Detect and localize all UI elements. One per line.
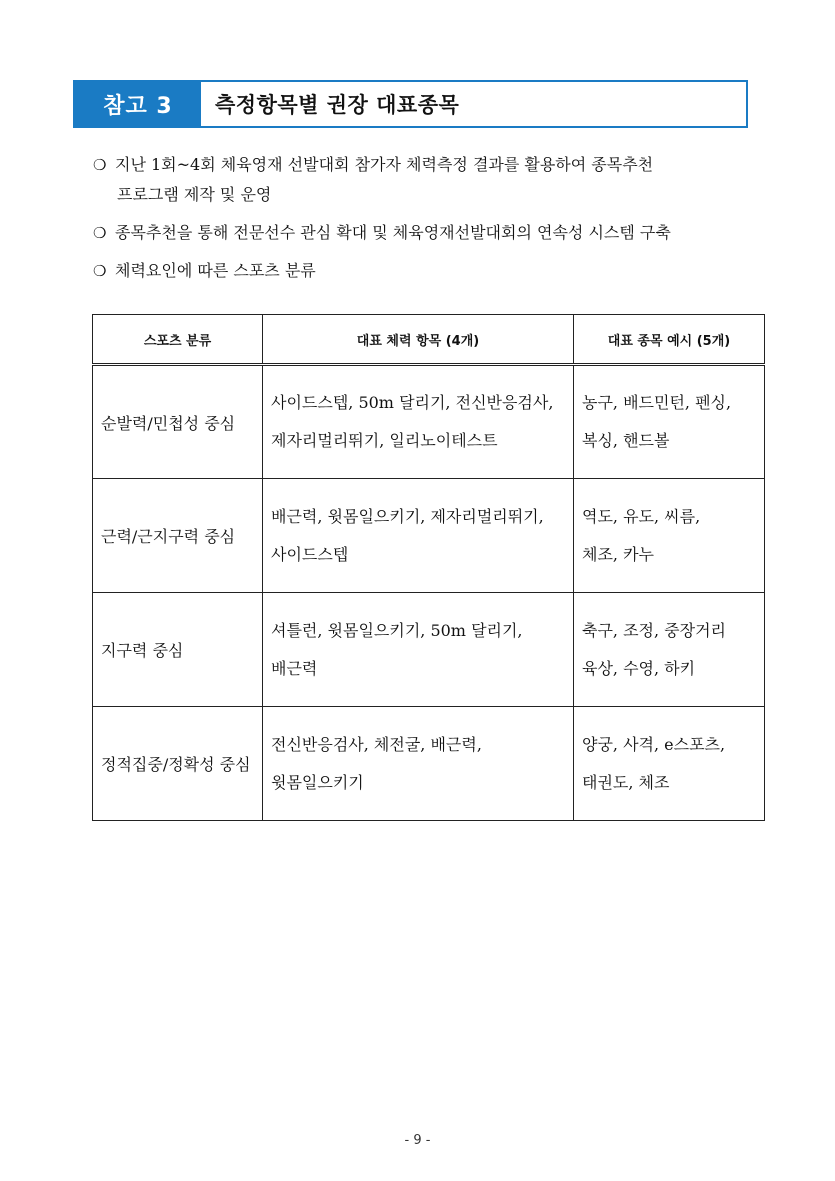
items-cell — [263, 707, 574, 821]
sports-line: 체조, 카누 — [582, 544, 654, 564]
table-header-row — [93, 315, 765, 365]
sports-line: 육상, 수영, 하키 — [582, 658, 696, 678]
items-cell — [263, 593, 574, 707]
bullet-text-line: 체력요인에 따른 스포츠 분류 — [115, 261, 316, 280]
category-cell: 근력/근지구력 중심 — [93, 479, 263, 593]
sports-cell — [574, 365, 765, 479]
items-line: 셔틀런, 윗몸일으키기, 50m 달리기, — [271, 620, 523, 640]
sports-line: 복싱, 핸드볼 — [582, 431, 670, 450]
table-row — [93, 365, 765, 479]
sports-line: 태권도, 체조 — [582, 772, 670, 792]
items-line: 사이드스텝, 50m 달리기, 전신반응검사, — [271, 393, 554, 412]
sports-line: 양궁, 사격, e스포츠, — [582, 734, 726, 754]
page-number: - 9 - — [404, 1133, 431, 1148]
items-line: 윗몸일으키기 — [271, 772, 364, 792]
sports-classification-table — [92, 314, 765, 821]
category-cell: 지구력 중심 — [93, 593, 263, 707]
bullet-item — [93, 218, 763, 248]
table-row — [93, 707, 765, 821]
circle-bullet-icon: ❍ — [93, 262, 107, 280]
items-cell — [263, 365, 574, 479]
section-header — [73, 80, 748, 128]
category-cell: 정적집중/정확성 중심 — [93, 707, 263, 821]
items-cell — [263, 479, 574, 593]
items-line: 사이드스텝 — [271, 544, 349, 564]
table-row — [93, 479, 765, 593]
sports-cell — [574, 479, 765, 593]
sports-cell — [574, 593, 765, 707]
reference-label: 참고 3 — [75, 82, 201, 126]
bullet-list — [93, 150, 763, 294]
circle-bullet-icon: ❍ — [93, 156, 107, 174]
table-row — [93, 593, 765, 707]
bullet-item — [93, 256, 763, 286]
bullet-item — [93, 150, 763, 210]
circle-bullet-icon: ❍ — [93, 224, 107, 242]
sports-line: 역도, 유도, 씨름, — [582, 506, 701, 526]
column-header-category: 스포츠 분류 — [93, 315, 263, 365]
bullet-text-line: 종목추천을 통해 전문선수 관심 확대 및 체육영재선발대회의 연속성 시스템 구축 — [115, 223, 671, 242]
items-line: 배근력 — [271, 658, 318, 678]
column-header-items: 대표 체력 항목 (4개) — [263, 315, 574, 365]
category-cell: 순발력/민첩성 중심 — [93, 365, 263, 479]
items-line: 배근력, 윗몸일으키기, 제자리멀리뛰기, — [271, 506, 544, 526]
items-line: 제자리멀리뛰기, 일리노이테스트 — [271, 431, 498, 450]
sports-line: 축구, 조정, 중장거리 — [582, 620, 726, 640]
sports-line: 농구, 배드민턴, 펜싱, — [582, 393, 732, 412]
bullet-text-line: 지난 1회~4회 체육영재 선발대회 참가자 체력측정 결과를 활용하여 종목추천 — [115, 155, 654, 174]
sports-cell — [574, 707, 765, 821]
bullet-text-line: 프로그램 제작 및 운영 — [117, 185, 272, 204]
section-title: 측정항목별 권장 대표종목 — [215, 93, 460, 117]
items-line: 전신반응검사, 체전굴, 배근력, — [271, 734, 482, 754]
column-header-sports: 대표 종목 예시 (5개) — [574, 315, 765, 365]
